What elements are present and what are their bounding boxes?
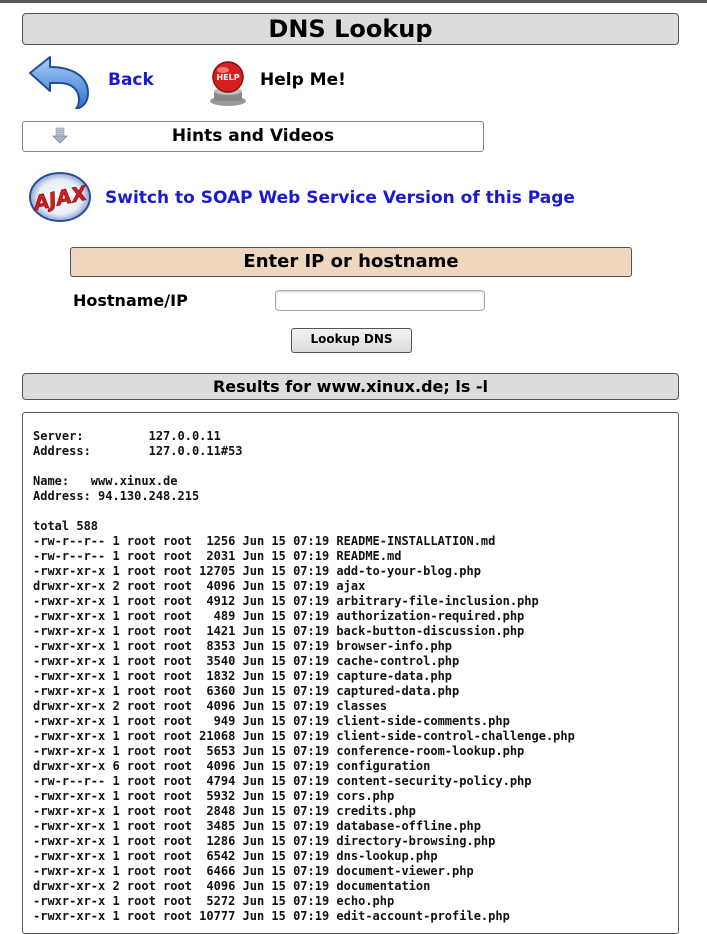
nav-row [26,53,426,111]
back-link[interactable]: Back [108,70,154,90]
soap-version-link[interactable]: Switch to SOAP Web Service Version of this Page [105,188,575,208]
ajax-logo-icon [28,171,92,223]
down-arrow-icon [51,127,69,145]
hints-and-videos-toggle[interactable] [22,121,484,152]
help-link[interactable]: Help Me! [260,70,346,90]
page-title: DNS Lookup [22,13,679,45]
hostname-input[interactable] [275,290,485,311]
results-output-box [22,412,679,934]
hostname-label: Hostname/IP [73,291,188,310]
form-header: Enter IP or hostname [70,247,632,277]
help-button-icon[interactable] [206,61,250,107]
lookup-dns-button[interactable]: Lookup DNS [291,328,412,353]
results-header: Results for www.xinux.de; ls -l [22,373,679,400]
ajax-logo-text: AJAX [31,180,90,216]
soap-switch-row [28,171,668,225]
hints-label: Hints and Videos [171,126,335,146]
results-output: Server: 127.0.0.11 Address: 127.0.0.11#53 Name: www.xinux.de Address: 94.130.248.215 total 588 -rw-r--r-- 1 root root 1256 Jun 15 07:19 README-INSTALLATION.md -rw-r--r-- 1 root root 2031 Jun 15 07:19 README.md -rwxr-xr-x 1 root root 12705 Jun 15 07:19 add-to-your-blog.php drwxr-xr-x 2 root root 4096 Jun 15 07:19 ajax -rwxr-xr-x 1 root root 4912 Jun 15 07:19 arbitrary-file-inclusion.php -rwxr-xr-x 1 root root 489 Jun 15 07:19 authorization-required.php -rwxr-xr-x 1 root root 1421 Jun 15 07:19 back-button-discussion.php -rwxr-xr-x 1 root root 8353 Jun 15 07:19 browser-info.php -rwxr-xr-x 1 root root 3540 Jun 15 07:19 cache-control.php -rwxr-xr-x 1 root root 1832 Jun 15 07:19 capture-data.php -rwxr-xr-x 1 root root 6360 Jun 15 07:19 captured-data.php drwxr-xr-x 2 root root 4096 Jun 15 07:19 classes -rwxr-xr-x 1 root root 949 Jun 15 07:19 client-side-comments.php -rwxr-xr-x 1 root root 21068 Jun 15 07:19 client-side-control-challenge.php -rwxr-xr-x 1 root root 5653 Jun 15 07:19 conference-room-lookup.php drwxr-xr-x 6 root root 4096 Jun 15 07:19 configuration -rw-r--r-- 1 root root 4794 Jun 15 07:19 content-security-policy.php -rwxr-xr-x 1 root root 5932 Jun 15 07:19 cors.php -rwxr-xr-x 1 root root 2848 Jun 15 07:19 credits.php -rwxr-xr-x 1 root root 3485 Jun 15 07:19 database-offline.php -rwxr-xr-x 1 root root 1286 Jun 15 07:19 directory-browsing.php -rwxr-xr-x 1 root root 6542 Jun 15 07:19 dns-lookup.php -rwxr-xr-x 1 root root 6466 Jun 15 07:19 document-viewer.php drwxr-xr-x 2 root root 4096 Jun 15 07:19 documentation -rwxr-xr-x 1 root root 5272 Jun 15 07:19 echo.php -rwxr-xr-x 1 root root 10777 Jun 15 07:19 edit-account-profile.php [33,429,575,923]
help-badge-text: HELP [216,73,240,82]
back-arrow-icon[interactable] [26,53,92,109]
